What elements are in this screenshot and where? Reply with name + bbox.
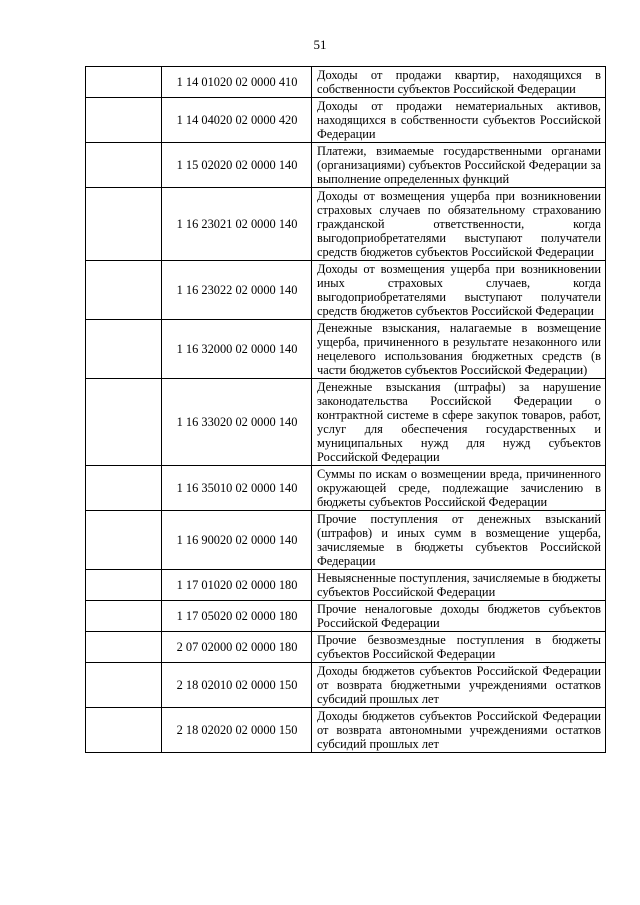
income-code-cell: 2 07 02000 02 0000 180: [162, 632, 312, 663]
income-name-cell: Прочие безвозмездные поступления в бюджеты субъектов Российской Федерации: [312, 632, 606, 663]
table-row: [86, 67, 606, 98]
income-name-cell: Доходы от продажи квартир, находящихся в собственности субъектов Российской Федерации: [312, 67, 606, 98]
income-code-cell: 1 14 04020 02 0000 420: [162, 98, 312, 143]
income-code-cell: 2 18 02020 02 0000 150: [162, 708, 312, 753]
table-row: [86, 261, 606, 320]
income-code-cell: 2 18 02010 02 0000 150: [162, 663, 312, 708]
income-name-cell: Невыясненные поступления, зачисляемые в бюджеты субъектов Российской Федерации: [312, 570, 606, 601]
admin-code-cell: [86, 570, 162, 601]
page-number: 51: [313, 37, 327, 52]
table-row: [86, 188, 606, 261]
income-name-cell: Доходы от возмещения ущерба при возникновении иных страховых случаев, когда выгодоприобретателями выступают получатели средств бюджетов субъектов Российской Федерации: [312, 261, 606, 320]
admin-code-cell: [86, 98, 162, 143]
income-code-cell: 1 16 32000 02 0000 140: [162, 320, 312, 379]
income-name-cell: Суммы по искам о возмещении вреда, причиненного окружающей среде, подлежащие зачислению в бюджеты субъектов Российской Федерации: [312, 466, 606, 511]
table-row: [86, 708, 606, 753]
table-row: [86, 663, 606, 708]
income-name-cell: Доходы бюджетов субъектов Российской Федерации от возврата бюджетными учреждениями остатков субсидий прошлых лет: [312, 663, 606, 708]
admin-code-cell: [86, 511, 162, 570]
admin-code-cell: [86, 67, 162, 98]
admin-code-cell: [86, 379, 162, 466]
income-name-cell: Доходы от возмещения ущерба при возникновении страховых случаев по обязательному страхованию гражданской ответственности, когда выгодоприобретателями выступают получатели средств бюджетов субъектов Российской Федерации: [312, 188, 606, 261]
income-code-cell: 1 14 01020 02 0000 410: [162, 67, 312, 98]
income-name-cell: Доходы от продажи нематериальных активов, находящихся в собственности субъектов Российской Федерации: [312, 98, 606, 143]
income-code-cell: 1 16 33020 02 0000 140: [162, 379, 312, 466]
admin-code-cell: [86, 601, 162, 632]
income-code-cell: 1 16 23021 02 0000 140: [162, 188, 312, 261]
income-code-cell: 1 16 35010 02 0000 140: [162, 466, 312, 511]
admin-code-cell: [86, 466, 162, 511]
budget-income-table-body: [86, 67, 606, 753]
table-row: [86, 98, 606, 143]
income-code-cell: 1 16 23022 02 0000 140: [162, 261, 312, 320]
income-code-cell: 1 17 01020 02 0000 180: [162, 570, 312, 601]
income-name-cell: Доходы бюджетов субъектов Российской Федерации от возврата автономными учреждениями остатков субсидий прошлых лет: [312, 708, 606, 753]
table-row: [86, 511, 606, 570]
admin-code-cell: [86, 143, 162, 188]
admin-code-cell: [86, 663, 162, 708]
income-name-cell: Денежные взыскания (штрафы) за нарушение законодательства Российской Федерации о контрактной системе в сфере закупок товаров, работ, услуг для обеспечения государственных и муниципальных нужд для нужд субъектов Российской Федерации: [312, 379, 606, 466]
table-row: [86, 466, 606, 511]
admin-code-cell: [86, 188, 162, 261]
income-name-cell: Прочие поступления от денежных взысканий (штрафов) и иных сумм в возмещение ущерба, зачисляемые в бюджеты субъектов Российской Федерации: [312, 511, 606, 570]
income-code-cell: 1 17 05020 02 0000 180: [162, 601, 312, 632]
income-name-cell: Прочие неналоговые доходы бюджетов субъектов Российской Федерации: [312, 601, 606, 632]
table-row: [86, 632, 606, 663]
income-code-cell: 1 15 02020 02 0000 140: [162, 143, 312, 188]
table-row: [86, 379, 606, 466]
income-name-cell: Денежные взыскания, налагаемые в возмещение ущерба, причиненного в результате незаконного или нецелевого использования бюджетных средств (в части бюджетов субъектов Российской Федерации): [312, 320, 606, 379]
admin-code-cell: [86, 632, 162, 663]
table-row: [86, 143, 606, 188]
income-name-cell: Платежи, взимаемые государственными органами (организациями) субъектов Российской Федерации за выполнение определенных функций: [312, 143, 606, 188]
budget-income-table: [85, 66, 606, 753]
table-row: [86, 601, 606, 632]
table-row: [86, 320, 606, 379]
admin-code-cell: [86, 261, 162, 320]
admin-code-cell: [86, 320, 162, 379]
admin-code-cell: [86, 708, 162, 753]
income-code-cell: 1 16 90020 02 0000 140: [162, 511, 312, 570]
table-row: [86, 570, 606, 601]
